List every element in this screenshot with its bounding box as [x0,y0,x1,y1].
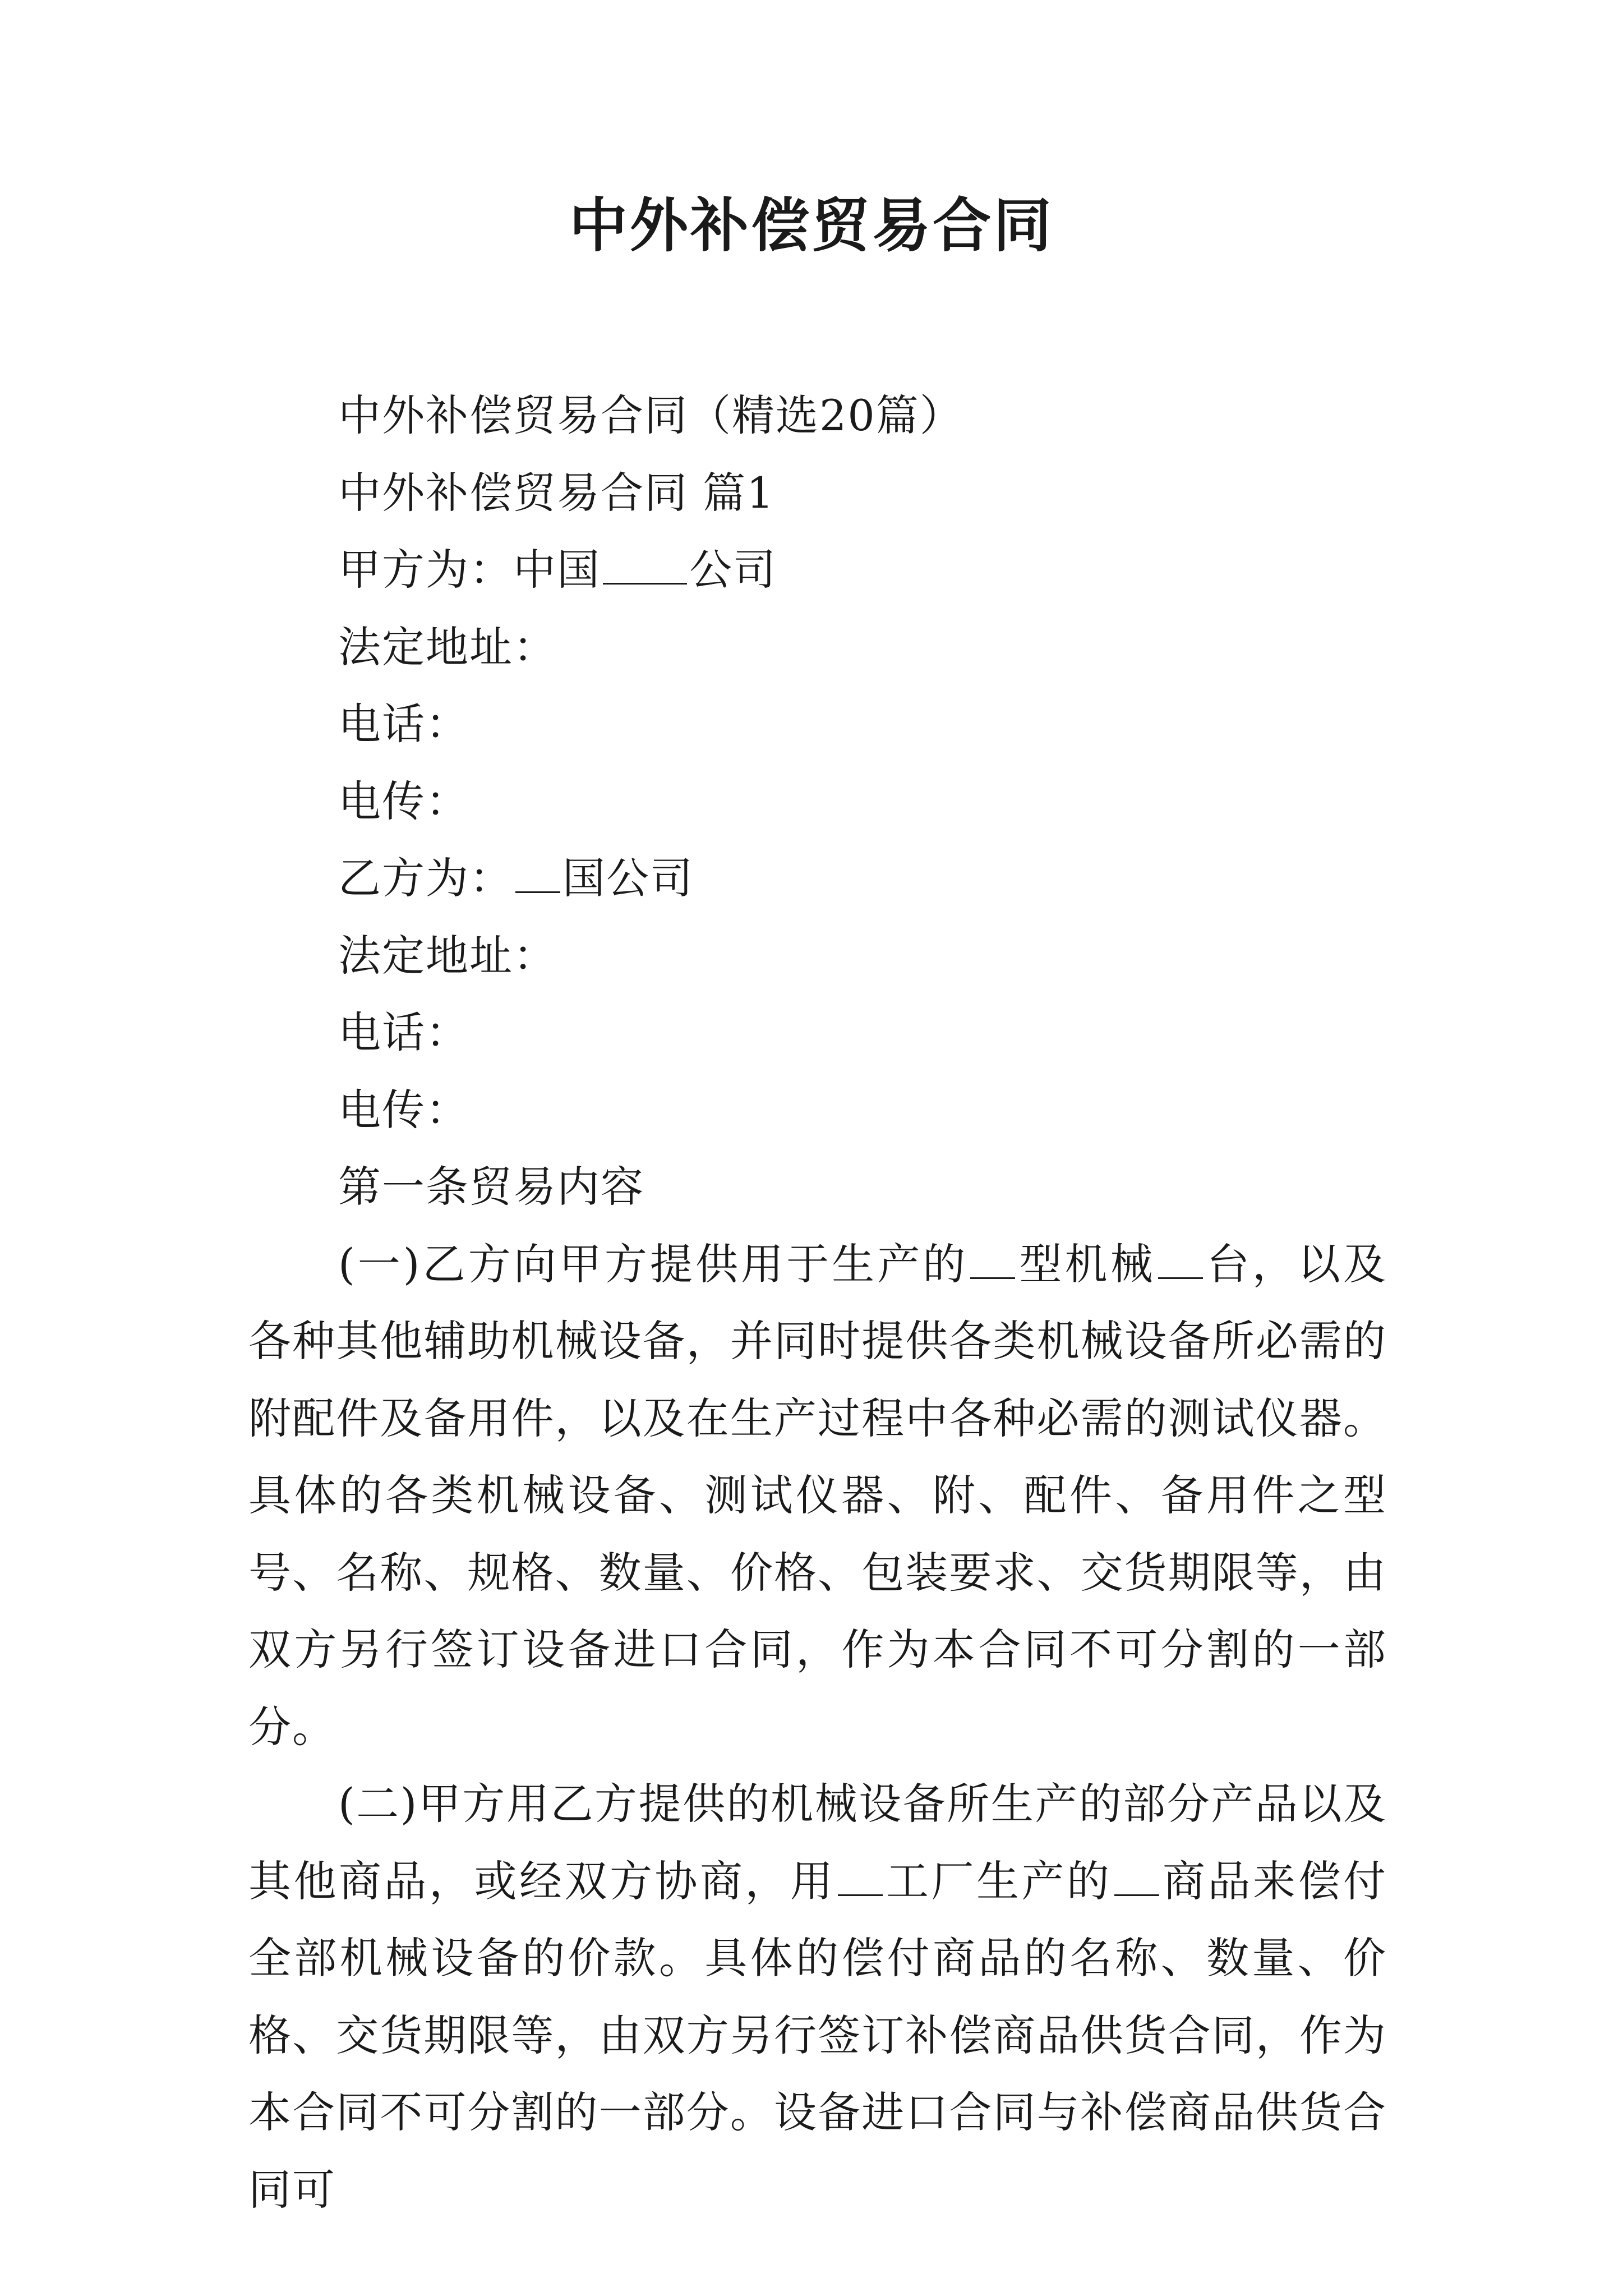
party-b-address-label: 法定地址： [338,930,557,981]
clause-2-goods-blank [1114,1855,1159,1896]
party-a-address-label: 法定地址： [338,622,557,672]
party-b-suffix: 国公司 [562,853,694,903]
party-a-label: 甲方为：中国 [338,545,601,595]
clause-1-quantity-blank [1158,1238,1203,1279]
document-body [248,377,1387,2228]
clause-1-text-b: 型机械 [1017,1239,1156,1289]
party-b-label: 乙方为： [338,853,513,903]
party-b-phone-label: 电话： [338,1007,469,1057]
clause-1-model-blank [970,1238,1015,1279]
clause-2-text-b: 工厂生产的 [884,1856,1112,1906]
clause-1-text-a: (一)乙方向甲方提供用于生产的 [338,1239,969,1289]
subtitle: 中外补偿贸易合同（精选20篇） [338,390,963,440]
party-a-phone-label: 电话： [338,699,469,749]
clause-2-factory-blank [838,1855,883,1896]
party-b-line [248,840,1387,917]
party-a-fax-label: 电传： [338,776,469,826]
party-b-country-blank [515,852,560,893]
party-a-line [248,531,1387,609]
party-a-name-blank [603,544,687,585]
clause-1-paragraph [248,1226,1387,1766]
article-1-heading: 第一条贸易内容 [338,1162,644,1212]
clause-2-text-a: (二)甲方用乙方提供的机械设备所生产的部分产品以及其他商品，或经双方协商，用 [248,1779,1387,1906]
party-a-suffix: 公司 [689,545,777,595]
section-heading: 中外补偿贸易合同 篇1 [338,467,775,518]
clause-2-text-c: 商品来偿付全部机械设备的价款。具体的偿付商品的名称、数量、价格、交货期限等，由双方另行签订补偿商品供货合同，作为本合同不可分割的一部分。设备进口合同与补偿商品供货合同可 [248,1856,1387,2215]
clause-1-text-c: 台，以及各种其他辅助机械设备，并同时提供各类机械设备所必需的附配件及备用件，以及在生产过程中各种必需的测试仪器。具体的各类机械设备、测试仪器、附、配件、备用件之型号、名称、规格、数量、价格、包装要求、交货期限等，由双方另行签订设备进口合同，作为本合同不可分割的一部分。 [248,1239,1387,1752]
clause-2-paragraph [248,1765,1387,2228]
document-title: 中外补偿贸易合同 [569,191,1054,260]
party-b-fax-label: 电传： [338,1084,469,1135]
